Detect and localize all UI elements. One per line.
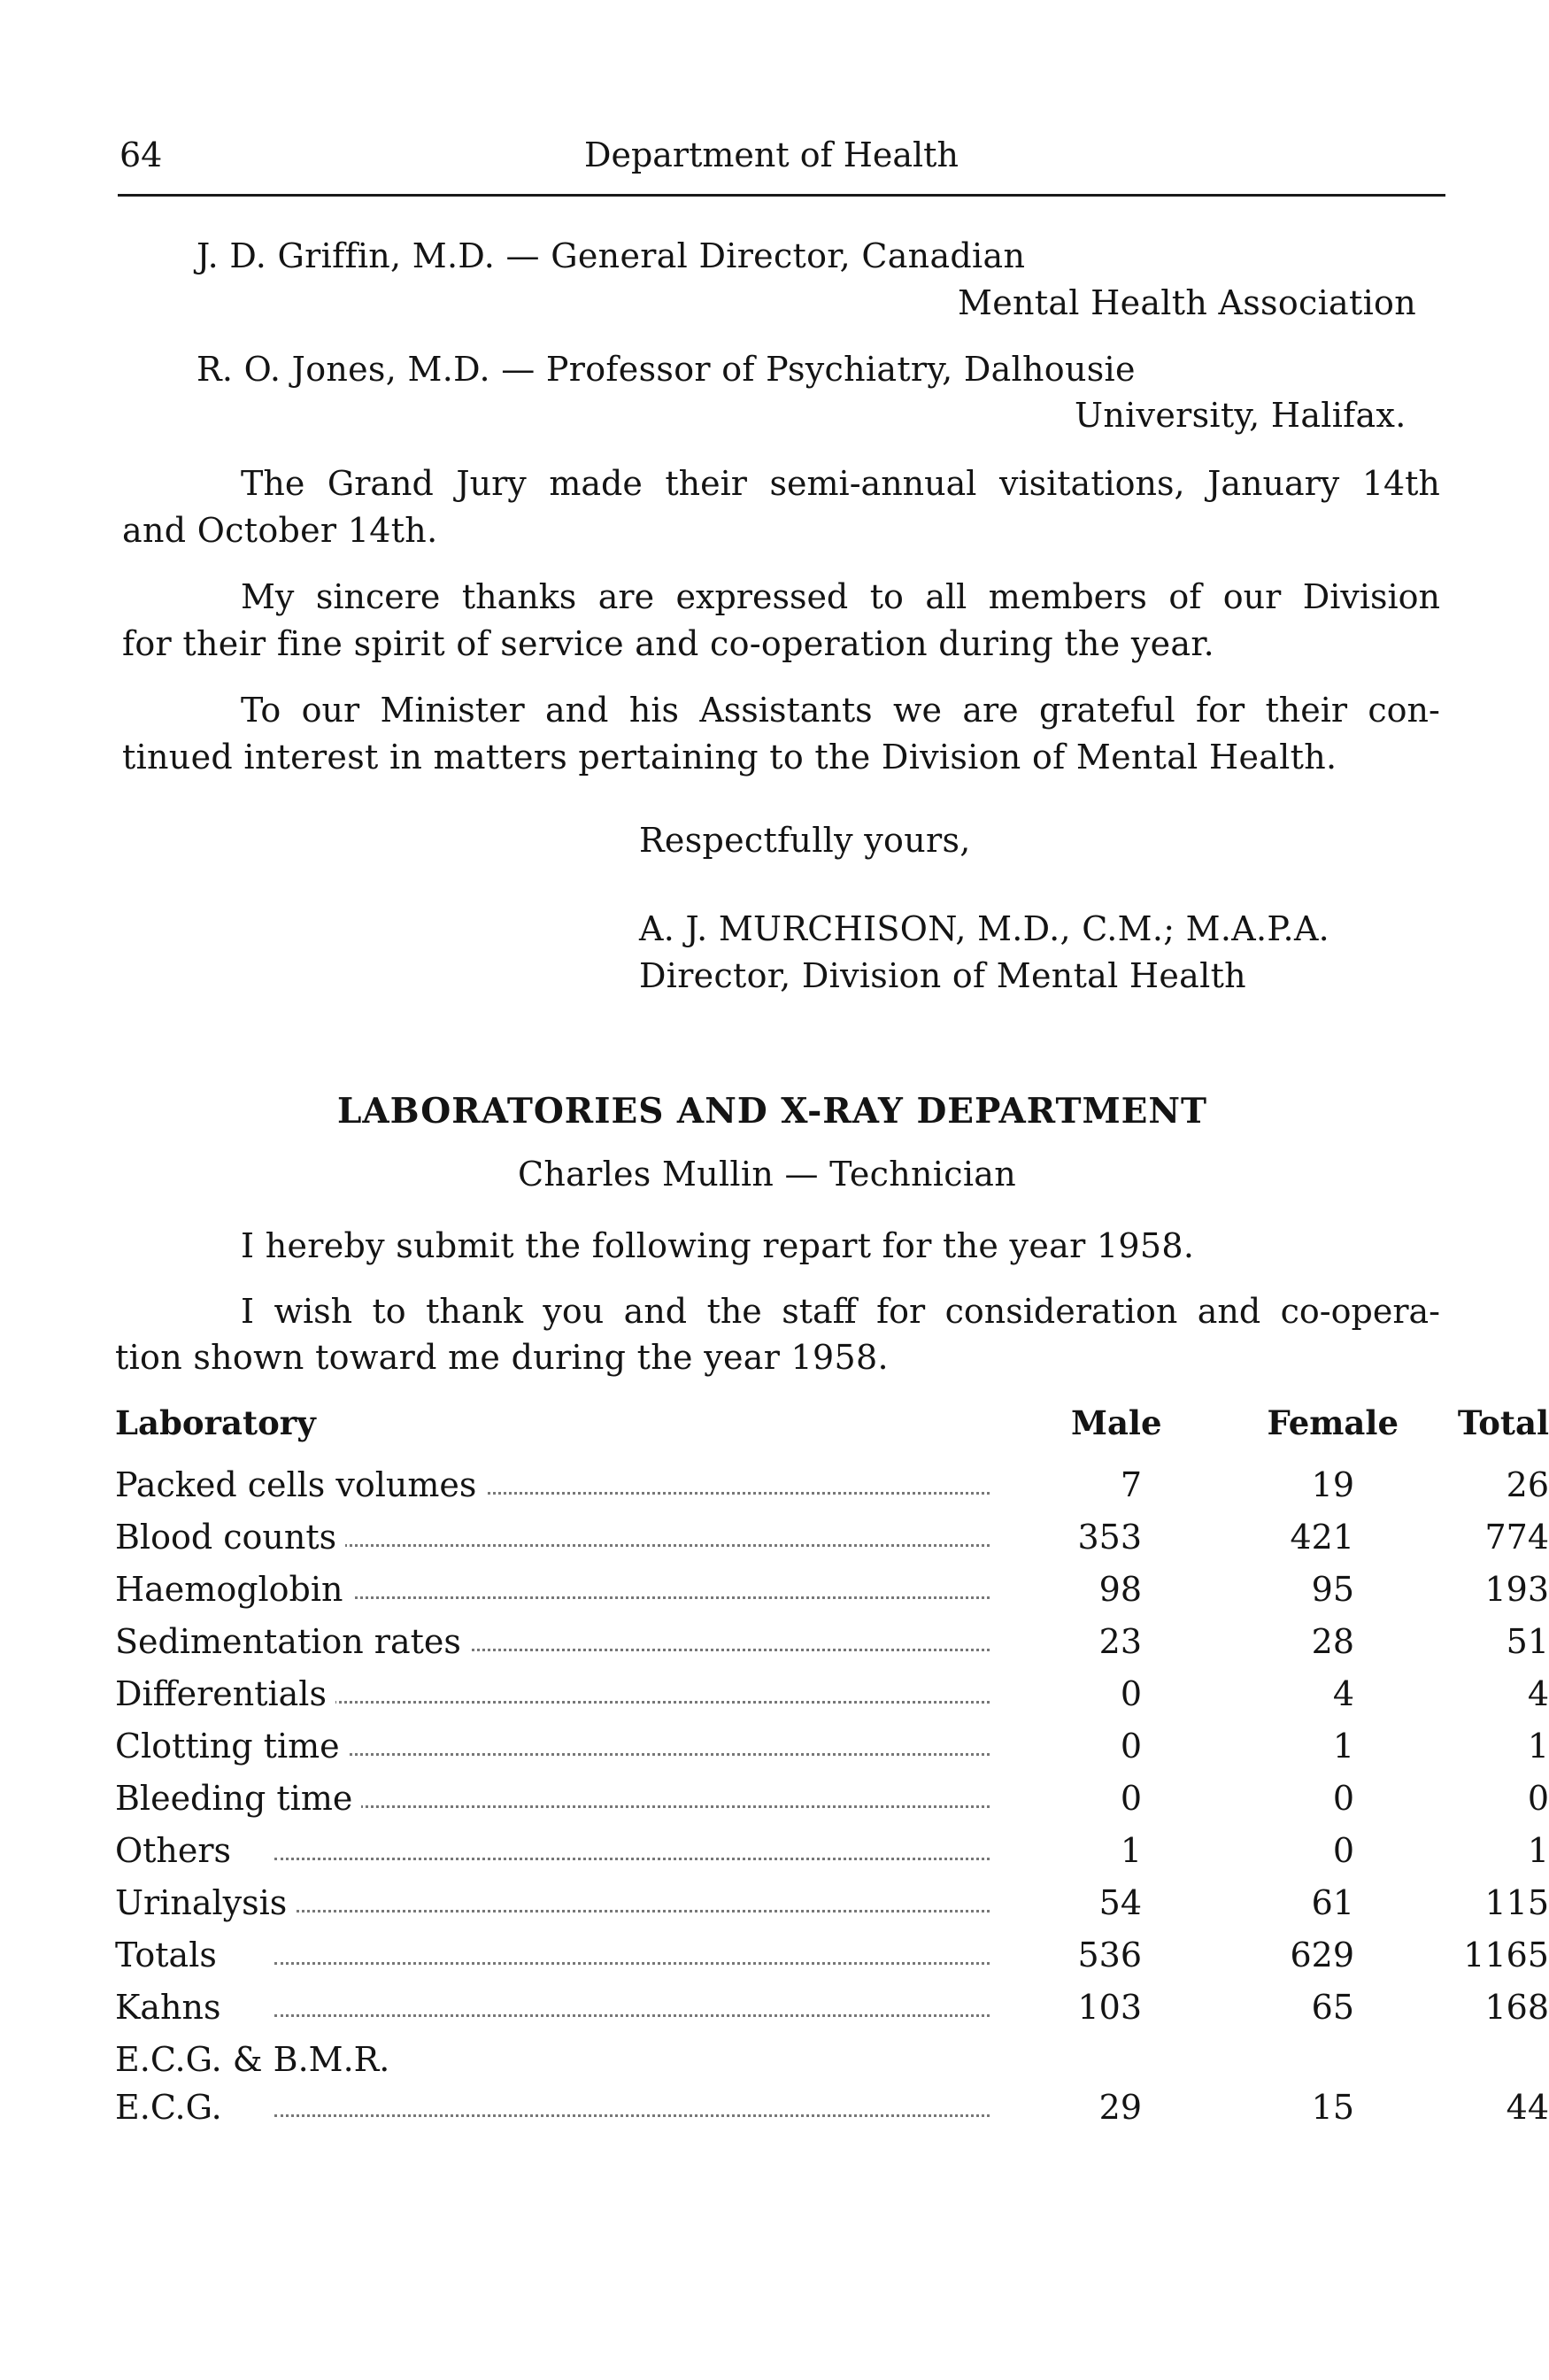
row-label: Blood counts bbox=[115, 1518, 345, 1557]
female-value: 1 bbox=[1332, 1727, 1354, 1766]
word: are bbox=[962, 691, 1019, 730]
table-row bbox=[115, 1518, 1549, 1558]
word: The bbox=[241, 464, 305, 503]
word: Division bbox=[1302, 577, 1440, 616]
total-value: 0 bbox=[1527, 1779, 1549, 1818]
word: co-opera- bbox=[1280, 1292, 1440, 1331]
female-value: 19 bbox=[1311, 1465, 1354, 1504]
word: for bbox=[1196, 691, 1245, 730]
total-value: 44 bbox=[1506, 2088, 1549, 2127]
word: the bbox=[706, 1292, 762, 1331]
word: and bbox=[623, 1292, 688, 1331]
word: January bbox=[1207, 464, 1340, 503]
male-value: 7 bbox=[1120, 1465, 1142, 1504]
dot-leader bbox=[274, 1544, 990, 1547]
total-value: 51 bbox=[1506, 1622, 1549, 1661]
table-row bbox=[115, 1779, 1549, 1820]
intro-paragraph-1: I hereby submit the following repart for the year 1958. bbox=[241, 1226, 1195, 1265]
intro-paragraph-2-line1 bbox=[241, 1292, 1440, 1331]
male-value: 98 bbox=[1098, 1570, 1142, 1609]
word: Assistants bbox=[699, 691, 873, 730]
word: To bbox=[241, 691, 281, 730]
word: you bbox=[543, 1292, 605, 1331]
row-label: Sedimentation rates bbox=[115, 1622, 470, 1661]
table-row bbox=[115, 1727, 1549, 1767]
paragraph-minister-line2: tinued interest in matters pertaining to the Division of Mental Health. bbox=[122, 738, 1337, 777]
table-row bbox=[115, 2088, 1549, 2129]
paragraph-grand-jury-line1 bbox=[241, 464, 1440, 503]
committee-member-jones-cont: University, Halifax. bbox=[1075, 396, 1406, 435]
word: visitations, bbox=[999, 464, 1185, 503]
word: 14th bbox=[1361, 464, 1440, 503]
total-value: 168 bbox=[1484, 1988, 1549, 2027]
male-value: 0 bbox=[1120, 1674, 1142, 1713]
header-female: Female bbox=[1267, 1403, 1399, 1442]
total-value: 4 bbox=[1527, 1674, 1549, 1713]
ecg-bmr-heading: E.C.G. & B.M.R. bbox=[115, 2040, 398, 2079]
female-value: 95 bbox=[1311, 1570, 1354, 1609]
header-total: Total bbox=[1457, 1403, 1549, 1442]
section-title: LABORATORIES AND X-RAY DEPARTMENT bbox=[336, 1091, 1208, 1132]
female-value: 0 bbox=[1332, 1779, 1354, 1818]
word: all bbox=[925, 577, 967, 616]
signatory-title: Director, Division of Mental Health bbox=[639, 956, 1246, 995]
header-rule bbox=[118, 194, 1445, 197]
female-value: 4 bbox=[1332, 1674, 1354, 1713]
word: to bbox=[869, 577, 904, 616]
word: I bbox=[241, 1292, 255, 1331]
salutation: Respectfully yours, bbox=[639, 821, 971, 860]
dot-leader bbox=[274, 1910, 990, 1912]
word: their bbox=[1265, 691, 1348, 730]
male-value: 0 bbox=[1120, 1727, 1142, 1766]
row-label: Kahns bbox=[115, 1988, 230, 2027]
word: his bbox=[628, 691, 679, 730]
row-label: Packed cells volumes bbox=[115, 1465, 485, 1504]
male-value: 1 bbox=[1120, 1831, 1142, 1870]
word: expressed bbox=[675, 577, 849, 616]
committee-member-griffin: J. D. Griffin, M.D. — General Director, Canadian bbox=[197, 236, 1026, 275]
dot-leader bbox=[274, 1596, 990, 1599]
table-row bbox=[115, 1570, 1549, 1611]
row-label: E.C.G. bbox=[115, 2088, 231, 2127]
word: staff bbox=[782, 1292, 857, 1331]
word: My bbox=[241, 577, 295, 616]
word: our bbox=[1222, 577, 1282, 616]
word: are bbox=[597, 577, 655, 616]
total-value: 1 bbox=[1527, 1727, 1549, 1766]
paragraph-thanks-line2: for their fine spirit of service and co-operation during the year. bbox=[122, 624, 1215, 663]
paragraph-thanks-line1 bbox=[241, 577, 1440, 616]
dot-leader bbox=[274, 1701, 990, 1704]
female-value: 421 bbox=[1290, 1518, 1354, 1557]
dot-leader bbox=[274, 1962, 990, 1965]
dot-leader bbox=[274, 2014, 990, 2017]
table-row bbox=[115, 1465, 1549, 1506]
row-label: Others bbox=[115, 1831, 240, 1870]
male-value: 536 bbox=[1077, 1936, 1142, 1974]
female-value: 15 bbox=[1311, 2088, 1354, 2127]
table-header bbox=[115, 1403, 1549, 1442]
row-label: Urinalysis bbox=[115, 1883, 296, 1922]
signatory-name: A. J. MURCHISON, M.D., C.M.; M.A.P.A. bbox=[639, 909, 1330, 948]
total-value: 115 bbox=[1484, 1883, 1549, 1922]
row-label: Bleeding time bbox=[115, 1779, 361, 1818]
row-label: Haemoglobin bbox=[115, 1570, 352, 1609]
dot-leader bbox=[274, 1858, 990, 1860]
female-value: 65 bbox=[1311, 1988, 1354, 2027]
female-value: 28 bbox=[1311, 1622, 1354, 1661]
male-value: 29 bbox=[1098, 2088, 1142, 2127]
word: sincere bbox=[315, 577, 441, 616]
word: their bbox=[665, 464, 747, 503]
male-value: 0 bbox=[1120, 1779, 1142, 1818]
word: wish bbox=[274, 1292, 353, 1331]
word: made bbox=[549, 464, 643, 503]
total-value: 26 bbox=[1506, 1465, 1549, 1504]
dot-leader bbox=[274, 2114, 990, 2117]
table-row bbox=[115, 1883, 1549, 1924]
total-value: 774 bbox=[1484, 1518, 1549, 1557]
header-male: Male bbox=[1071, 1403, 1162, 1442]
male-value: 23 bbox=[1098, 1622, 1142, 1661]
ecg-bmr-heading-row bbox=[115, 2040, 1443, 2081]
section-byline: Charles Mullin — Technician bbox=[518, 1155, 1016, 1194]
total-value: 193 bbox=[1484, 1570, 1549, 1609]
table-row bbox=[115, 1674, 1549, 1715]
page-header bbox=[119, 135, 1447, 189]
committee-member-griffin-cont: Mental Health Association bbox=[958, 283, 1416, 322]
word: consideration bbox=[944, 1292, 1178, 1331]
row-label: Differentials bbox=[115, 1674, 335, 1713]
word: and bbox=[545, 691, 609, 730]
running-title: Department of Health bbox=[584, 135, 959, 174]
intro-paragraph-2-line2: tion shown toward me during the year 1958. bbox=[115, 1338, 889, 1377]
row-label: Totals bbox=[115, 1936, 226, 1974]
word: con- bbox=[1368, 691, 1440, 730]
dot-leader bbox=[274, 1753, 990, 1756]
word: to bbox=[372, 1292, 406, 1331]
page-number: 64 bbox=[119, 135, 163, 174]
female-value: 0 bbox=[1332, 1831, 1354, 1870]
male-value: 54 bbox=[1098, 1883, 1142, 1922]
word: Jury bbox=[456, 464, 527, 503]
paragraph-grand-jury-line2: and October 14th. bbox=[122, 511, 438, 550]
word: and bbox=[1197, 1292, 1261, 1331]
total-value: 1 bbox=[1527, 1831, 1549, 1870]
word: thank bbox=[426, 1292, 523, 1331]
total-value: 1165 bbox=[1463, 1936, 1549, 1974]
word: thanks bbox=[461, 577, 577, 616]
word: we bbox=[892, 691, 942, 730]
word: for bbox=[876, 1292, 926, 1331]
table-row bbox=[115, 1622, 1549, 1663]
word: grateful bbox=[1039, 691, 1175, 730]
female-value: 629 bbox=[1290, 1936, 1354, 1974]
word: Grand bbox=[327, 464, 434, 503]
table-row bbox=[115, 1936, 1549, 1976]
male-value: 103 bbox=[1077, 1988, 1142, 2027]
paragraph-minister-line1 bbox=[241, 691, 1440, 730]
row-label: Clotting time bbox=[115, 1727, 349, 1766]
word: members bbox=[988, 577, 1147, 616]
header-laboratory: Laboratory bbox=[115, 1403, 316, 1442]
word: semi-annual bbox=[769, 464, 977, 503]
table-row bbox=[115, 1831, 1549, 1872]
female-value: 61 bbox=[1311, 1883, 1354, 1922]
committee-member-jones: R. O. Jones, M.D. — Professor of Psychiatry, Dalhousie bbox=[197, 350, 1136, 389]
word: our bbox=[301, 691, 360, 730]
word: of bbox=[1168, 577, 1202, 616]
table-row bbox=[115, 1988, 1549, 2028]
male-value: 353 bbox=[1077, 1518, 1142, 1557]
word: Minister bbox=[380, 691, 525, 730]
dot-leader bbox=[274, 1805, 990, 1808]
